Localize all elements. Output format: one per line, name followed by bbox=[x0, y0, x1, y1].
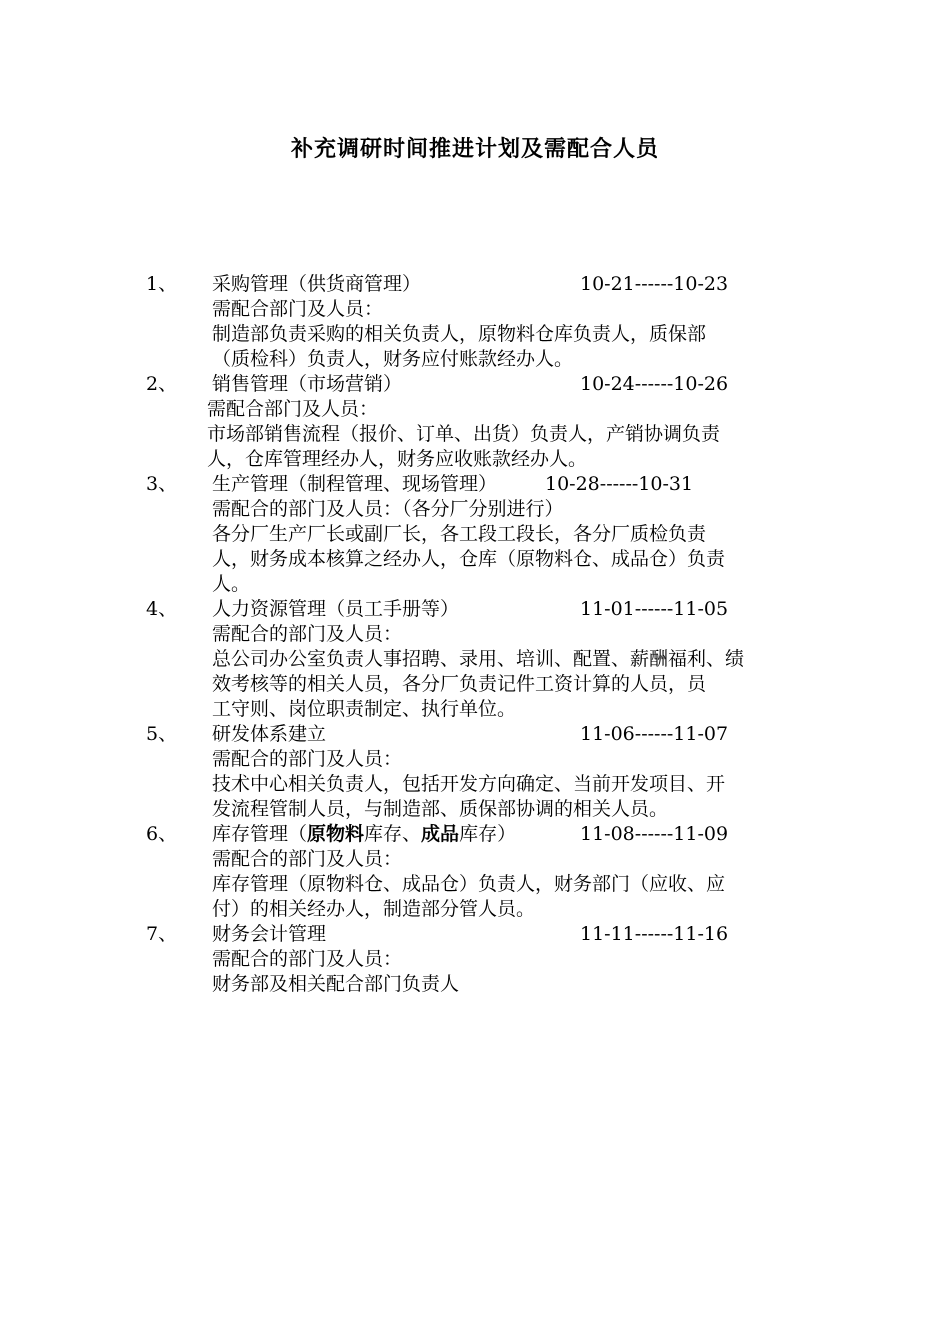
required-personnel-line: 总公司办公室负责人事招聘、录用、培训、配置、薪酬福利、绩 bbox=[212, 648, 745, 670]
item-heading bbox=[212, 822, 516, 847]
required-personnel-line: 发流程管制人员，与制造部、质保部协调的相关人员。 bbox=[212, 798, 669, 820]
plan-list bbox=[0, 272, 950, 997]
item-heading: 生产管理（制程管理、现场管理） bbox=[212, 473, 498, 495]
required-personnel-line: 市场部销售流程（报价、订单、出货）负责人，产销协调负责 bbox=[207, 423, 721, 445]
item-number: 6、 bbox=[146, 823, 178, 845]
required-label: 需配合的部门及人员： bbox=[212, 623, 403, 645]
item-heading: 采购管理（供货商管理） bbox=[212, 273, 422, 295]
required-personnel-line: 财务部及相关配合部门负责人 bbox=[212, 973, 460, 995]
required-personnel-line: 效考核等的相关人员，各分厂负责记件工资计算的人员，员 bbox=[212, 673, 707, 695]
item-heading: 财务会计管理 bbox=[212, 923, 327, 945]
document-title: 补充调研时间推进计划及需配合人员 bbox=[290, 136, 659, 162]
required-personnel-line: 付）的相关经办人，制造部分管人员。 bbox=[212, 898, 536, 920]
item-date-range: 10-24------10-26 bbox=[580, 373, 729, 395]
required-label: 需配合部门及人员： bbox=[207, 398, 379, 420]
item-date-range: 11-06------11-07 bbox=[580, 723, 729, 745]
item-heading: 研发体系建立 bbox=[212, 723, 327, 745]
required-personnel-line: （质检科）负责人，财务应付账款经办人。 bbox=[212, 348, 574, 370]
required-label: 需配合部门及人员： bbox=[212, 298, 384, 320]
list-item-4-header bbox=[0, 597, 950, 622]
heading-bold-text: 成品 bbox=[421, 823, 460, 845]
required-label: 需配合的部门及人员： bbox=[212, 848, 403, 870]
item-number: 2、 bbox=[146, 373, 178, 395]
item-number: 4、 bbox=[146, 598, 178, 620]
required-personnel-line: 制造部负责采购的相关负责人，原物料仓库负责人，质保部 bbox=[212, 323, 707, 345]
item-number: 7、 bbox=[146, 923, 178, 945]
list-item-2-header bbox=[0, 372, 950, 397]
heading-text: 库存） bbox=[459, 823, 517, 845]
required-label: 需配合的部门及人员： bbox=[212, 948, 403, 970]
item-date-range: 10-21------10-23 bbox=[580, 273, 729, 295]
list-item-5-header bbox=[0, 722, 950, 747]
required-personnel-line: 技术中心相关负责人，包括开发方向确定、当前开发项目、开 bbox=[212, 773, 726, 795]
list-item-3-header bbox=[0, 472, 950, 497]
item-date-range: 11-08------11-09 bbox=[580, 823, 729, 845]
list-item-1-header bbox=[0, 272, 950, 297]
required-personnel-line: 人，仓库管理经办人，财务应收账款经办人。 bbox=[207, 448, 588, 470]
required-label: 需配合的部门及人员：（各分厂分别进行） bbox=[212, 498, 564, 520]
item-date-range: 11-11------11-16 bbox=[580, 923, 729, 945]
required-personnel-line: 人。 bbox=[212, 573, 251, 595]
required-personnel-line: 库存管理（原物料仓、成品仓）负责人，财务部门（应收、应 bbox=[212, 873, 726, 895]
item-date-range: 10-28------10-31 bbox=[545, 473, 694, 495]
item-number: 3、 bbox=[146, 473, 178, 495]
list-item-7-header bbox=[0, 922, 950, 947]
item-heading: 销售管理（市场营销） bbox=[212, 373, 403, 395]
list-item-6-header bbox=[0, 822, 950, 847]
item-date-range: 11-01------11-05 bbox=[580, 598, 729, 620]
item-number: 1、 bbox=[146, 273, 178, 295]
heading-bold-text: 原物料 bbox=[307, 823, 365, 845]
required-personnel-line: 各分厂生产厂长或副厂长，各工段工段长，各分厂质检负责 bbox=[212, 523, 707, 545]
heading-text: 库存、 bbox=[364, 823, 422, 845]
required-personnel-line: 人，财务成本核算之经办人，仓库（原物料仓、成品仓）负责 bbox=[212, 548, 726, 570]
heading-text: 库存管理（ bbox=[212, 823, 308, 845]
item-heading: 人力资源管理（员工手册等） bbox=[212, 598, 460, 620]
item-number: 5、 bbox=[146, 723, 178, 745]
required-personnel-line: 工守则、岗位职责制定、执行单位。 bbox=[212, 698, 517, 720]
required-label: 需配合的部门及人员： bbox=[212, 748, 403, 770]
